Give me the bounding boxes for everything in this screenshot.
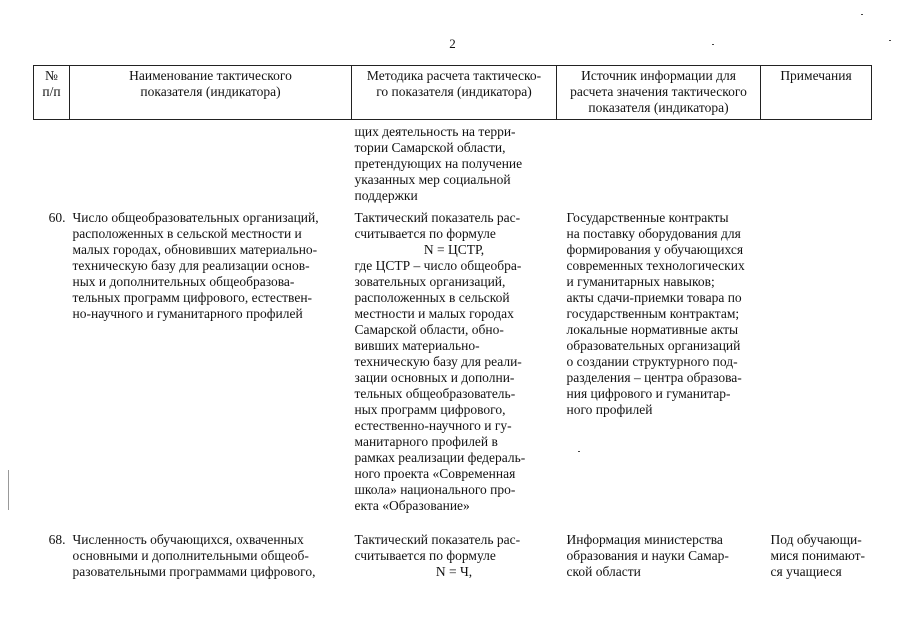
table-row-continuation [34, 120, 872, 205]
row-60-formula: N = ЦСТР, [423, 242, 485, 257]
row-60-notes [761, 204, 872, 514]
scan-speck [889, 40, 891, 41]
continuation-method: щих деятельность на терри- тории Самарской области, претендующих на получение указанных мер социальной поддержки [354, 124, 523, 203]
table-row-68 [34, 514, 872, 580]
continuation-source [557, 120, 761, 205]
row-68-formula: N = Ч, [435, 564, 473, 579]
page-number: 2 [449, 36, 456, 51]
row-60-method-definition: где ЦСТР – число общеобра- зовательных организаций, расположенных в сельской местности и малых городах Самарской области, обно- вивших материально- техническую базу для реали- зации основных и дополни- тельных общеобразователь- ных программ цифрового, естественно-научного и гу- манитарного профилей в рамках реализации федераль- ного проекта «Современная школа» национального про- екта «Образование» [354, 258, 526, 513]
header-number: № п/п [34, 66, 70, 120]
table-row-60 [34, 204, 872, 514]
row-68-source: Информация министерства образования и науки Самар- ской области [566, 532, 729, 579]
row-68-notes: Под обучающи- мися понимают- ся учащиеся [770, 532, 866, 579]
scan-speck [578, 451, 580, 452]
row-60-source: Государственные контракты на поставку оборудования для формирования у обучающихся современных технологических и гуманитарных навыков; акты сдачи-приемки товара по государственным контрактам; локальные нормативные акты образовательных организаций о создании структурного под- разделения – центра образова- ния цифрового и гуманитар- ного профилей [566, 210, 745, 417]
scan-speck [712, 44, 714, 45]
row-60-indicator-name: Число общеобразовательных организаций, расположенных в сельской местности и малых городах, обновивших материально- техническую базу для реализации основ- ных и дополнительных общеобразова- тельных программ цифрового, естествен- но-научного и гуманитарного профилей [72, 210, 319, 321]
continuation-notes [761, 120, 872, 205]
header-notes: Примечания [761, 66, 872, 120]
continuation-num [34, 120, 70, 205]
header-calculation-method: Методика расчета тактическо- го показателя (индикатора) [352, 66, 557, 120]
header-information-source: Источник информации для расчета значения тактического показателя (индикатора) [557, 66, 761, 120]
indicators-table [33, 65, 872, 580]
continuation-name [70, 120, 352, 205]
row-60-number: 60. [48, 210, 66, 225]
row-68-number: 68. [48, 532, 66, 547]
row-60-method-intro: Тактический показатель рас- считывается по формуле [354, 210, 521, 241]
table-header-row [34, 66, 872, 120]
row-60-method [352, 204, 557, 514]
row-68-method-intro: Тактический показатель рас- считывается по формуле [354, 532, 521, 563]
header-indicator-name: Наименование тактического показателя (индикатора) [70, 66, 352, 120]
row-68-method [352, 514, 557, 580]
scan-speck [861, 14, 863, 15]
row-68-indicator-name: Численность обучающихся, охваченных основными и дополнительными общеоб- разовательными программами цифрового, [72, 532, 316, 579]
scan-edge-mark [8, 470, 9, 510]
